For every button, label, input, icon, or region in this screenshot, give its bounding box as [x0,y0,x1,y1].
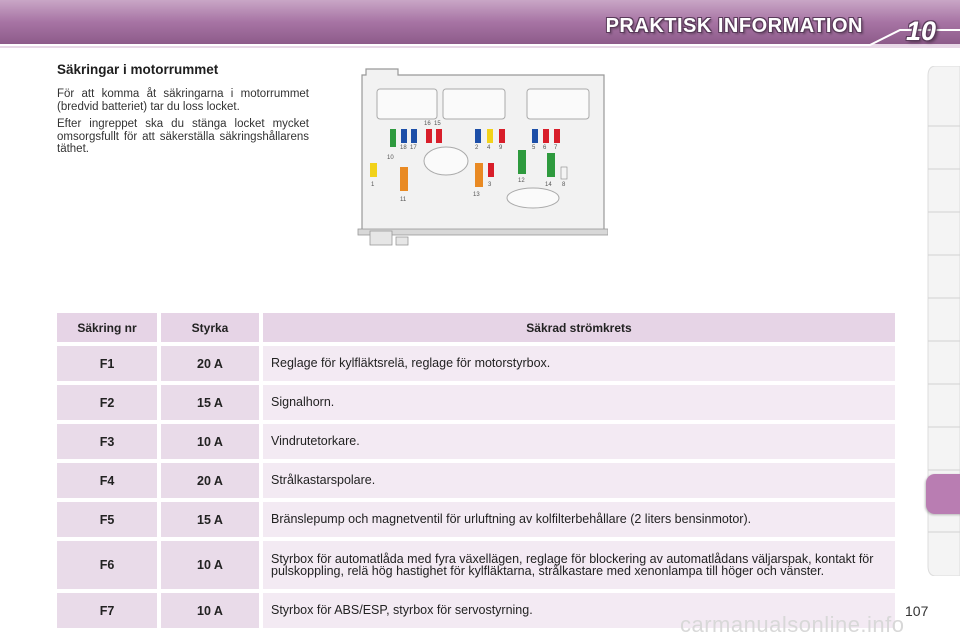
fuse-rating-cell: 10 A [161,593,259,628]
fuse-number-cell: F4 [57,463,157,498]
column-header-rating: Styrka [161,313,259,342]
fuse-circuit-cell: Styrbox för ABS/ESP, styrbox för servostyrning. [263,593,895,628]
intro-paragraph: Efter ingreppet ska du stänga locket mycket omsorgsfullt för att säkerställa säkringshållarens täthet. [57,118,309,155]
table-row [57,463,895,498]
fuse-label-13: 13 [473,192,480,198]
fuse-circuit-cell: Reglage för kylfläktsrelä, reglage för motorstyrbox. [263,346,895,381]
fuse-number-cell: F3 [57,424,157,459]
fuse-label-2: 2 [475,145,479,151]
fuse-number-cell: F6 [57,541,157,589]
fuse-rating-cell: 10 A [161,424,259,459]
fuse-label-3: 3 [488,182,492,188]
fuse-18 [401,129,407,143]
fuse-number-cell: F1 [57,346,157,381]
fuse-rating-cell: 10 A [161,541,259,589]
fuse-label-15: 15 [434,121,441,127]
fuse-rating-cell: 20 A [161,463,259,498]
fuse-10 [390,129,396,147]
fuse-15 [436,129,442,143]
fuse-12 [518,150,526,174]
chapter-title: PRAKTISK INFORMATION [605,15,863,37]
fuse-rating-cell: 20 A [161,346,259,381]
chapter-tab-active[interactable] [926,474,960,514]
fuse-number-cell: F7 [57,593,157,628]
fuse-11 [400,167,408,191]
chapter-number-badge: 10 [905,15,937,46]
fuse-5 [532,129,538,143]
fuse-number-cell: F2 [57,385,157,420]
fuse-17 [411,129,417,143]
table-row [57,424,895,459]
fuse-label-7: 7 [554,145,558,151]
intro-text [57,88,309,161]
fuse-label-6: 6 [543,145,547,151]
fuse-circuit-cell: Bränslepump och magnetventil för urluftning av kolfilterbehållare (2 liters bensinmotor). [263,502,895,537]
section-heading: Säkringar i motorrummet [57,62,219,77]
fuse-1 [370,163,377,177]
fuse-4 [487,129,493,143]
table-row [57,541,895,589]
fuse-13 [475,163,483,187]
fuse-2 [475,129,481,143]
fuse-label-5: 5 [532,145,536,151]
fuse-16 [426,129,432,143]
table-row [57,502,895,537]
fuse-label-4: 4 [487,145,491,151]
fuse-table [53,309,899,632]
fuse-14 [547,153,555,177]
relay-slot [527,89,589,119]
relay-slot [443,89,505,119]
fuse-circuit-cell: Vindrutetorkare. [263,424,895,459]
fuse-label-18: 18 [400,145,407,151]
relay-slot [377,89,437,119]
fuse-8 [561,167,567,179]
table-row [57,385,895,420]
fuse-label-17: 17 [410,145,417,151]
fuse-label-16: 16 [424,121,431,127]
fuse-label-10: 10 [387,155,394,161]
fuse-label-9: 9 [499,145,503,151]
intro-paragraph: För att komma åt säkringarna i motorrummet (bredvid batteriet) tar du loss locket. [57,88,309,113]
fuse-3 [488,163,494,177]
fuse-label-12: 12 [518,178,525,184]
fuse-7 [554,129,560,143]
fuse-label-1: 1 [371,182,375,188]
fuse-rating-cell: 15 A [161,502,259,537]
table-row [57,346,895,381]
page-number: 107 [905,603,929,619]
fuse-circuit-cell: Signalhorn. [263,385,895,420]
fuse-label-14: 14 [545,182,552,188]
table-header-row [57,313,895,342]
fuse-circuit-cell: Strålkastarspolare. [263,463,895,498]
fuse-label-8: 8 [562,182,566,188]
column-header-fuse-number: Säkring nr [57,313,157,342]
fuse-box-diagram [356,63,608,249]
fuse-6 [543,129,549,143]
fuse-rating-cell: 15 A [161,385,259,420]
fuse-9 [499,129,505,143]
fuse-number-cell: F5 [57,502,157,537]
fuse-label-11: 11 [400,197,407,203]
fuse-circuit-cell: Styrbox för automatlåda med fyra växellägen, reglage för blockering av automatlådans väljarspak, kontakt för pulskoppling, relä hög hastighet för kylfläktarna, strålkastare med xenonlampa till höger och vänster. [263,541,895,589]
watermark: carmanualsonline.info [680,612,905,637]
column-header-circuit: Säkrad strömkrets [263,313,895,342]
